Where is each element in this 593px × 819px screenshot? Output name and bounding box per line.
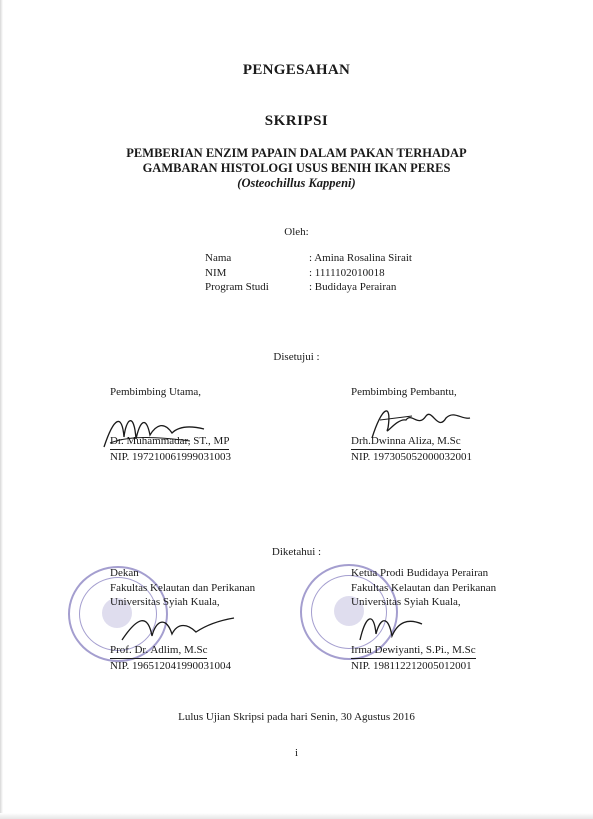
thesis-title [0,146,593,191]
dean-signature [118,610,238,650]
dean-nip: NIP. 196512041990031004 [110,660,232,672]
dean-name: Prof. Dr. Adlim, M.Sc [110,643,207,660]
head-program-faculty: Fakultas Kelautan dan Perikanan [351,581,497,594]
identity-value: : 1111102010018 [309,266,385,279]
identity-value: : Amina Rosalina Sirait [309,252,412,264]
identity-label: Nama [205,252,232,264]
head-program-nip: NIP. 198112212005012001 [351,660,472,672]
head-program-signature [352,604,432,648]
heading-skripsi: SKRIPSI [264,113,329,129]
heading-pengesahan: PENGESAHAN [242,62,351,78]
dean-university: Universitas Syiah Kuala, [110,596,220,608]
title-line-1: PEMBERIAN ENZIM PAPAIN DALAM PAKAN TERHADAP [126,146,467,160]
identity-label: NIM [205,266,227,279]
approved-label: Disetujui : [273,351,320,363]
by-label: Oleh: [284,226,309,238]
scan-bottom-shadow [0,813,593,819]
title-line-3 [0,176,593,191]
head-program-title: Ketua Prodi Budidaya Perairan [351,567,489,579]
co-supervisor-name: Drh.Dwinna Aliza, M.Sc [351,434,461,451]
page-number: i [294,747,299,759]
identity-label: Program Studi [205,281,269,293]
title-line-2: GAMBARAN HISTOLOGI USUS BENIH IKAN PERES [142,161,451,175]
head-program-name: Irma Dewiyanti, S.Pi., M.Sc [351,643,476,660]
identity-row-nim [205,266,412,281]
dean-faculty: Fakultas Kelautan dan Perikanan [110,581,256,594]
species-name: (Osteochillus Kappeni) [237,176,356,190]
acknowledged-label: Diketahui : [271,546,322,558]
main-supervisor-nip: NIP. 197210061999031003 [110,451,232,463]
identity-value: : Budidaya Perairan [309,281,397,293]
head-program-university: Universitas Syiah Kuala, [351,596,461,608]
co-supervisor-signature [366,398,476,446]
dean-title: Dekan [110,567,139,579]
co-supervisor-nip: NIP. 197305052000032001 [351,451,473,463]
main-supervisor-signature [100,407,210,455]
co-supervisor-role: Pembimbing Pembantu, [351,386,457,398]
main-supervisor-role: Pembimbing Utama, [110,386,202,398]
exam-pass-note: Lulus Ujian Skripsi pada hari Senin, 30 Agustus 2016 [178,711,415,723]
identity-row-name [205,251,412,266]
identity-row-program [205,280,412,295]
main-supervisor-name: Dr. Muhammadar, ST., MP [110,434,229,451]
student-identity [205,251,412,295]
